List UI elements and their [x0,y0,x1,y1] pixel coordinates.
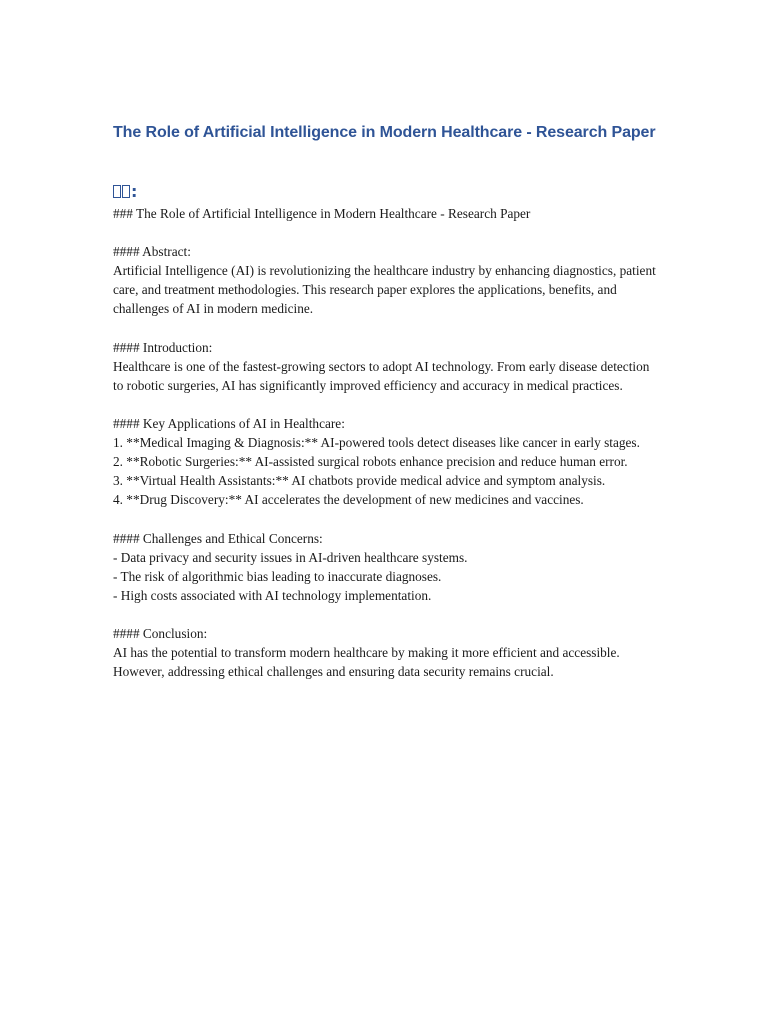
conclusion-heading: #### Conclusion: [113,626,208,642]
list-item: 4. **Drug Discovery:** AI accelerates the development of new medicines and vaccines. [113,492,584,508]
introduction-heading: #### Introduction: [113,339,213,355]
applications-heading: #### Key Applications of AI in Healthcare: [113,416,345,432]
introduction-section [113,338,658,395]
introduction-text: Healthcare is one of the fastest-growing sectors to adopt AI technology. From early disease detection to robotic surgeries, AI has significantly improved efficiency and accuracy in medical practices. [113,358,650,393]
list-item: - Data privacy and security issues in AI-driven healthcare systems. [113,549,468,565]
list-item: 1. **Medical Imaging & Diagnosis:** AI-powered tools detect diseases like cancer in early stages. [113,435,640,451]
applications-section [113,414,658,509]
document-title: The Role of Artificial Intelligence in Modern Healthcare - Research Paper [113,124,656,141]
document-body [113,204,658,700]
abstract-section [113,242,658,318]
list-item: 2. **Robotic Surgeries:** AI-assisted surgical robots enhance precision and reduce human error. [113,454,628,470]
conclusion-text: AI has the potential to transform modern healthcare by making it more efficient and accessible. However, addressing ethical challenges and ensuring data security remains crucial. [113,645,620,680]
conclusion-section [113,624,658,681]
missing-glyph-icon [122,185,130,198]
challenges-heading: #### Challenges and Ethical Concerns: [113,530,323,546]
heading-line [113,204,658,223]
missing-glyph-icon [113,185,121,198]
challenges-section [113,529,658,605]
list-item: - High costs associated with AI technology implementation. [113,587,432,603]
content-label-colon: : [131,182,138,201]
markdown-title-line: ### The Role of Artificial Intelligence in Modern Healthcare - Research Paper [113,206,531,221]
content-label [113,182,137,201]
list-item: - The risk of algorithmic bias leading to inaccurate diagnoses. [113,568,442,584]
abstract-text: Artificial Intelligence (AI) is revolutionizing the healthcare industry by enhancing diagnostics, patient care, and treatment methodologies. This research paper explores the applications, benefits, and challenges of AI in modern medicine. [113,263,656,317]
abstract-heading: #### Abstract: [113,244,191,260]
list-item: 3. **Virtual Health Assistants:** AI chatbots provide medical advice and symptom analysis. [113,473,606,489]
